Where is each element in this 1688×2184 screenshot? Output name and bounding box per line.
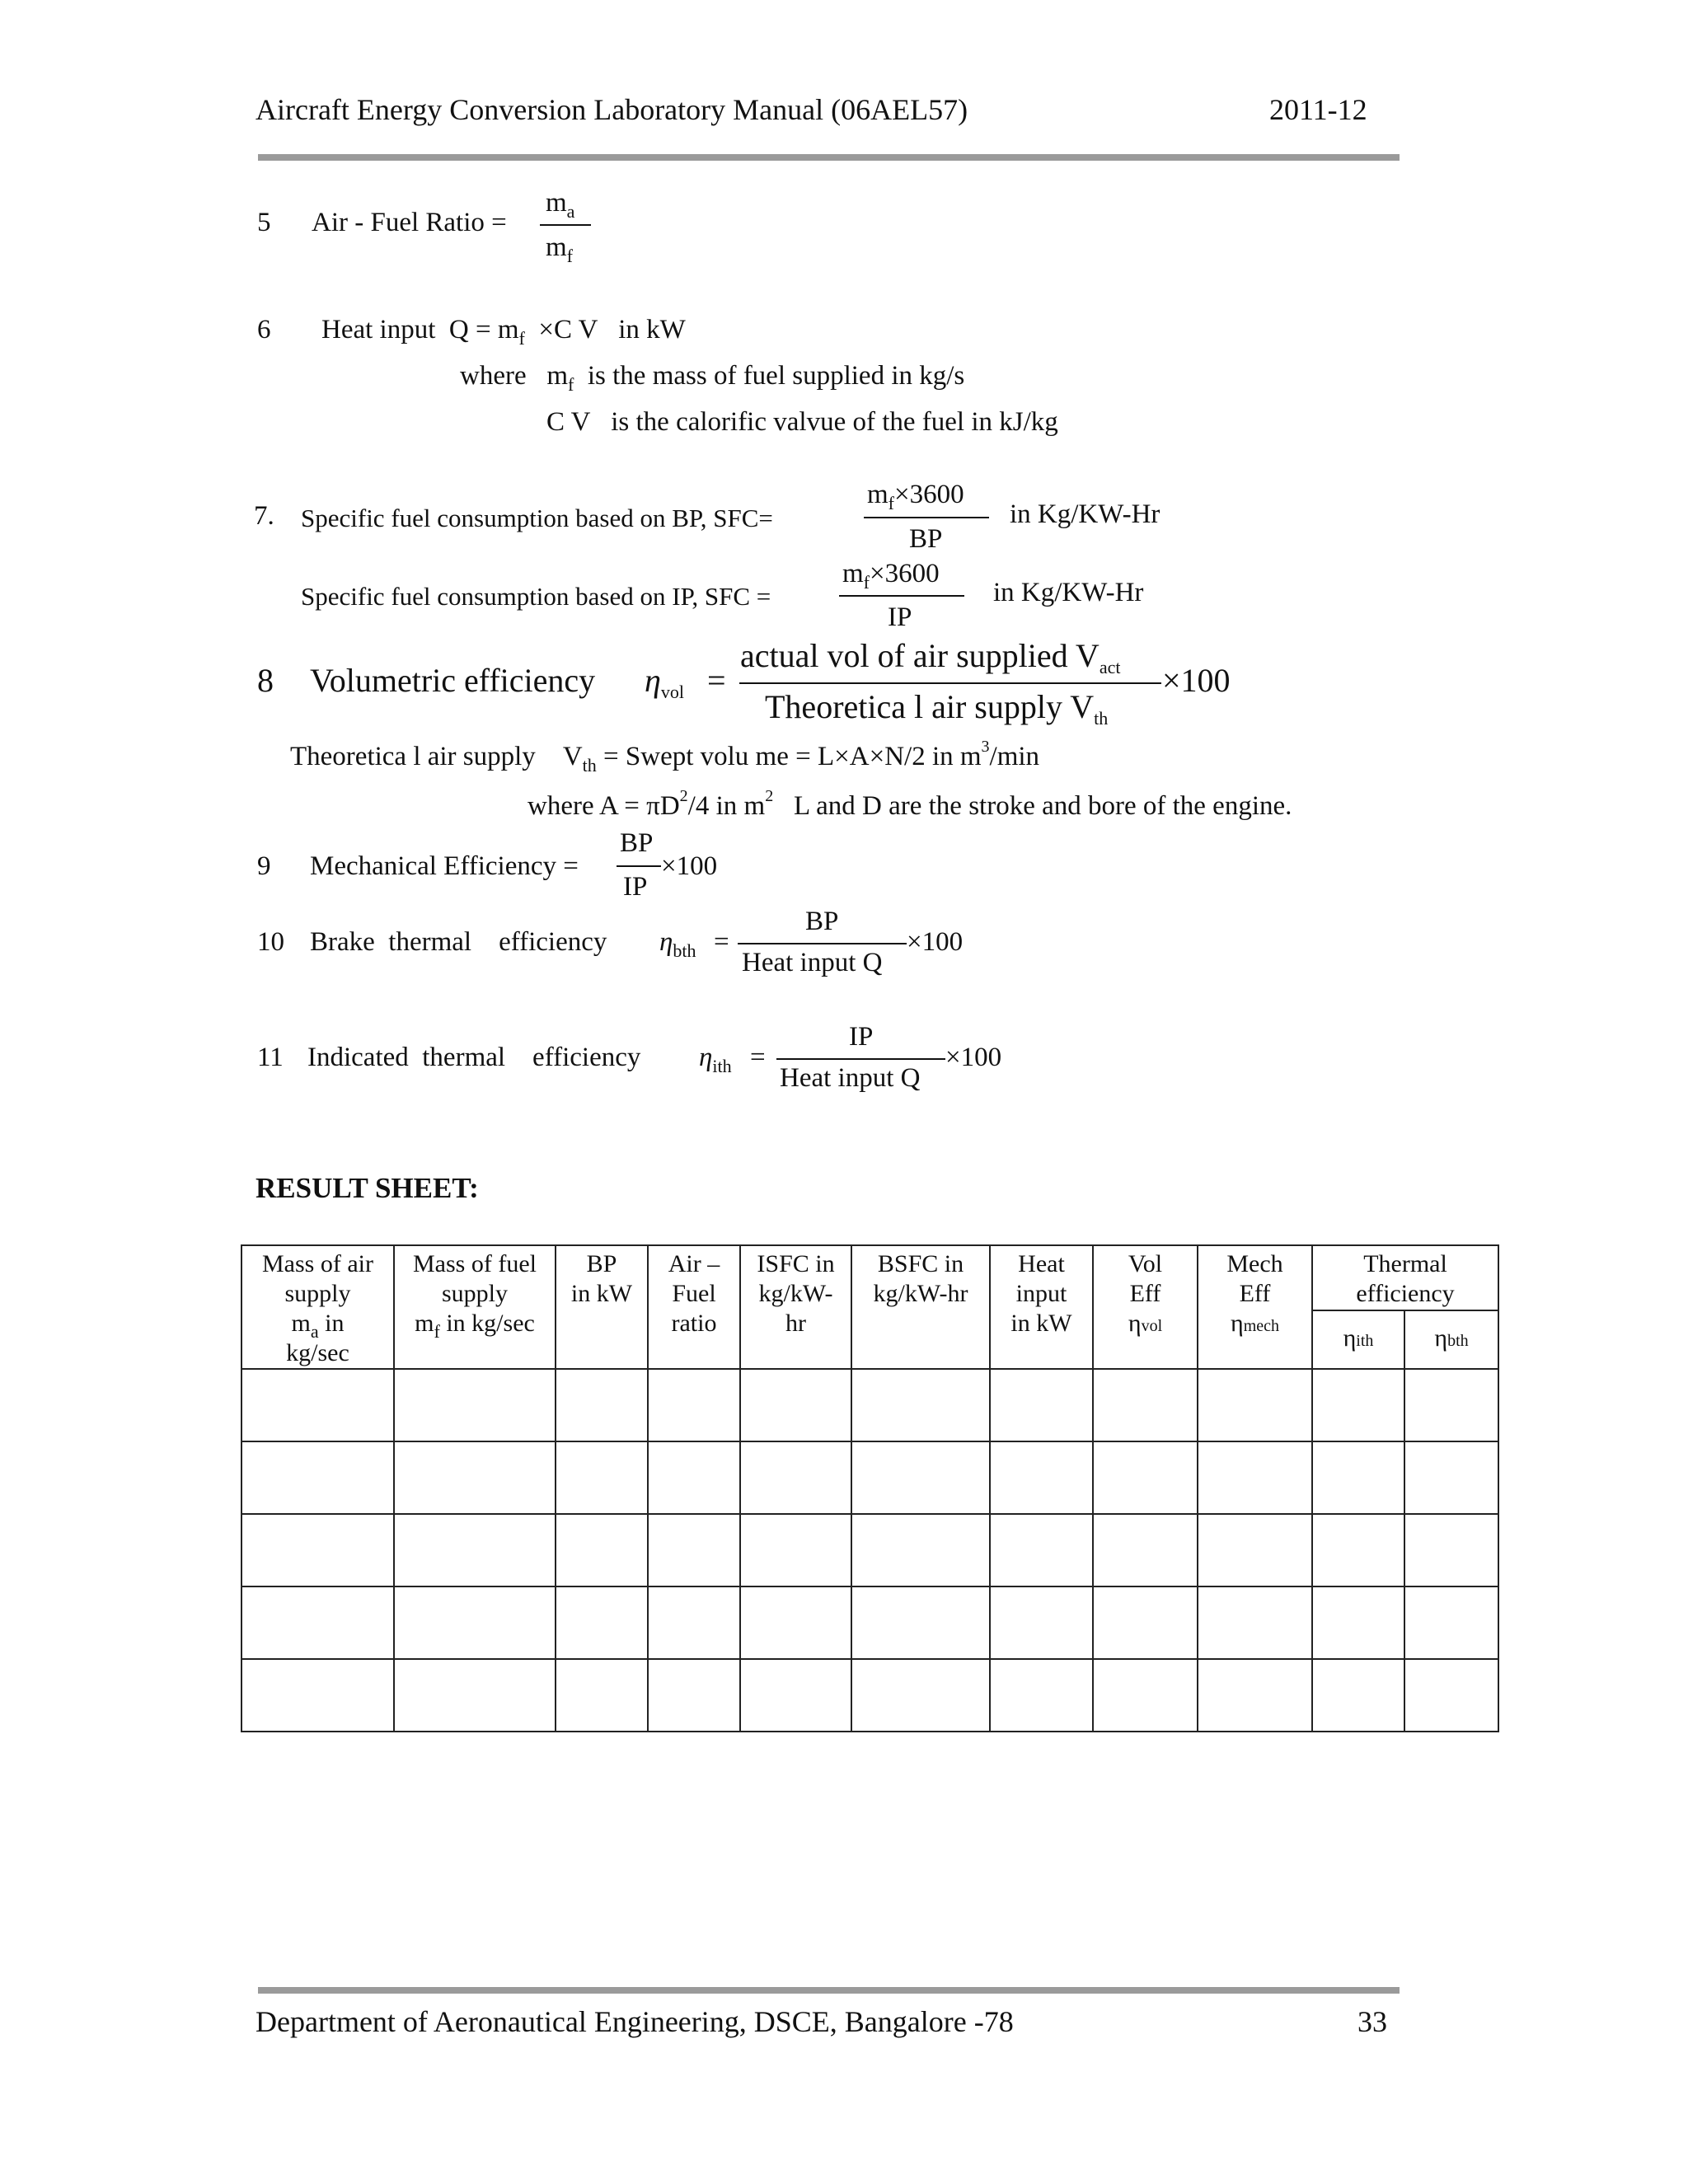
formula-8-denominator: Theoretica l air supply $V_{th}$	[765, 688, 1109, 729]
formula-7-ip-denominator: IP	[888, 602, 912, 632]
formula-11-eta: $\eta_{ith}$	[699, 1043, 732, 1076]
formula-7-bp-numerator: $m_f\times 3600$	[867, 480, 964, 513]
table-row	[241, 1369, 1498, 1441]
formula-9-denominator: IP	[623, 872, 648, 902]
col-vol-eff: Vol Eff ηvol	[1093, 1245, 1198, 1369]
page-number: 33	[1357, 2005, 1387, 2038]
formula-7-ip-unit: in Kg/KW-Hr	[993, 578, 1144, 607]
col-mass-air: Mass of air supply $m_a$ in kg/sec	[241, 1245, 394, 1369]
formula-9-numerator: BP	[620, 828, 654, 858]
formula-6-where: where $m_f$ is the mass of fuel supplied in kg/s	[460, 361, 965, 395]
formula-10-equals: =	[714, 927, 729, 957]
formula-7-bp-denominator: BP	[909, 524, 943, 554]
formula-7-ip-label: Specific fuel consumption based on IP, SFC =	[301, 582, 771, 611]
formula-5-numerator: $m_a$	[546, 188, 575, 222]
col-bsfc: BSFC in kg/kW-hr	[851, 1245, 990, 1369]
fraction-bar	[738, 943, 907, 944]
formula-6-expression: Heat input $Q = m_f \times C$ V in kW	[321, 315, 686, 349]
formula-10-numerator: BP	[805, 907, 839, 936]
col-isfc: ISFC in kg/kW- hr	[740, 1245, 851, 1369]
formula-11-equals: =	[750, 1043, 766, 1072]
result-sheet-title: RESULT SHEET:	[256, 1172, 479, 1204]
formula-8-label: Volumetric efficiency	[310, 662, 596, 699]
formula-7-number: 7.	[254, 501, 274, 531]
fraction-bar	[776, 1058, 945, 1060]
formula-10-label: Brake thermal efficiency	[310, 927, 607, 957]
formula-9-label: Mechanical Efficiency =	[310, 851, 579, 881]
table-row	[241, 1441, 1498, 1514]
formula-9-number: 9	[257, 851, 271, 881]
col-mass-fuel: Mass of fuel supply $m_f$ in kg/sec	[394, 1245, 556, 1369]
fraction-bar	[540, 224, 591, 226]
header-title: Aircraft Energy Conversion Laboratory Manual (06AEL57)	[256, 93, 968, 126]
fraction-bar	[739, 682, 1161, 684]
formula-7-bp-label: Specific fuel consumption based on BP, SFC=	[301, 504, 773, 532]
formula-8-eta: $\eta_{vol}$	[645, 662, 684, 702]
col-bp: BP in kW	[556, 1245, 648, 1369]
formula-11-denominator: Heat input Q	[780, 1063, 921, 1093]
table-row	[241, 1586, 1498, 1659]
formula-6-cv: C V is the calorific valvue of the fuel in kJ/kg	[546, 407, 1058, 437]
col-heat-input: Heat input in kW	[990, 1245, 1093, 1369]
col-eta-bth: ηbth	[1404, 1310, 1498, 1369]
formula-11-number: 11	[257, 1043, 284, 1072]
formula-8-where: where $A = \pi D^2/4$ in $m^2$ L and D are the stroke and bore of the engine.	[528, 787, 1292, 821]
footer-rule	[258, 1987, 1400, 1994]
fraction-bar	[864, 517, 989, 518]
table-row	[241, 1659, 1498, 1732]
formula-10-eta: $\eta_{bth}$	[659, 927, 696, 961]
table-row	[241, 1514, 1498, 1586]
formula-7-bp-unit: in Kg/KW-Hr	[1010, 499, 1160, 529]
formula-8-equals: =	[707, 662, 726, 699]
formula-8-numerator: actual vol of air supplied $V_{act}$	[740, 637, 1121, 677]
formula-11-times: ×100	[945, 1043, 1002, 1072]
result-table	[241, 1244, 1499, 1732]
formula-6-number: 6	[257, 315, 271, 344]
col-eta-ith: ηith	[1312, 1310, 1404, 1369]
formula-11-label: Indicated thermal efficiency	[307, 1043, 641, 1072]
col-thermal-efficiency: Thermal efficiency	[1312, 1245, 1498, 1310]
formula-5-number: 5	[257, 208, 271, 237]
footer-text: Department of Aeronautical Engineering, DSCE, Bangalore -78	[256, 2005, 1014, 2038]
formula-9-times: ×100	[661, 851, 718, 881]
header-year: 2011-12	[1269, 93, 1367, 126]
formula-10-times: ×100	[907, 927, 964, 957]
col-air-fuel-ratio: Air – Fuel ratio	[648, 1245, 740, 1369]
formula-8-number: 8	[257, 662, 274, 699]
formula-10-number: 10	[257, 927, 284, 957]
formula-8-swept-volume: Theoretica l air supply $V_{th}$ = Swept volu me = L×A×N/2 in $m^3/\min$	[290, 738, 1040, 776]
header-rule	[258, 154, 1400, 161]
fraction-bar	[839, 595, 964, 597]
fraction-bar	[617, 865, 661, 867]
formula-8-times: ×100	[1162, 662, 1231, 699]
formula-7-ip-numerator: $m_f\times 3600$	[842, 559, 940, 593]
formula-11-numerator: IP	[849, 1022, 874, 1052]
formula-10-denominator: Heat input Q	[742, 948, 883, 977]
formula-5-label: Air - Fuel Ratio =	[312, 208, 507, 237]
col-mech-eff: Mech Eff ηmech	[1198, 1245, 1312, 1369]
formula-5-denominator: $m_f$	[546, 232, 573, 266]
